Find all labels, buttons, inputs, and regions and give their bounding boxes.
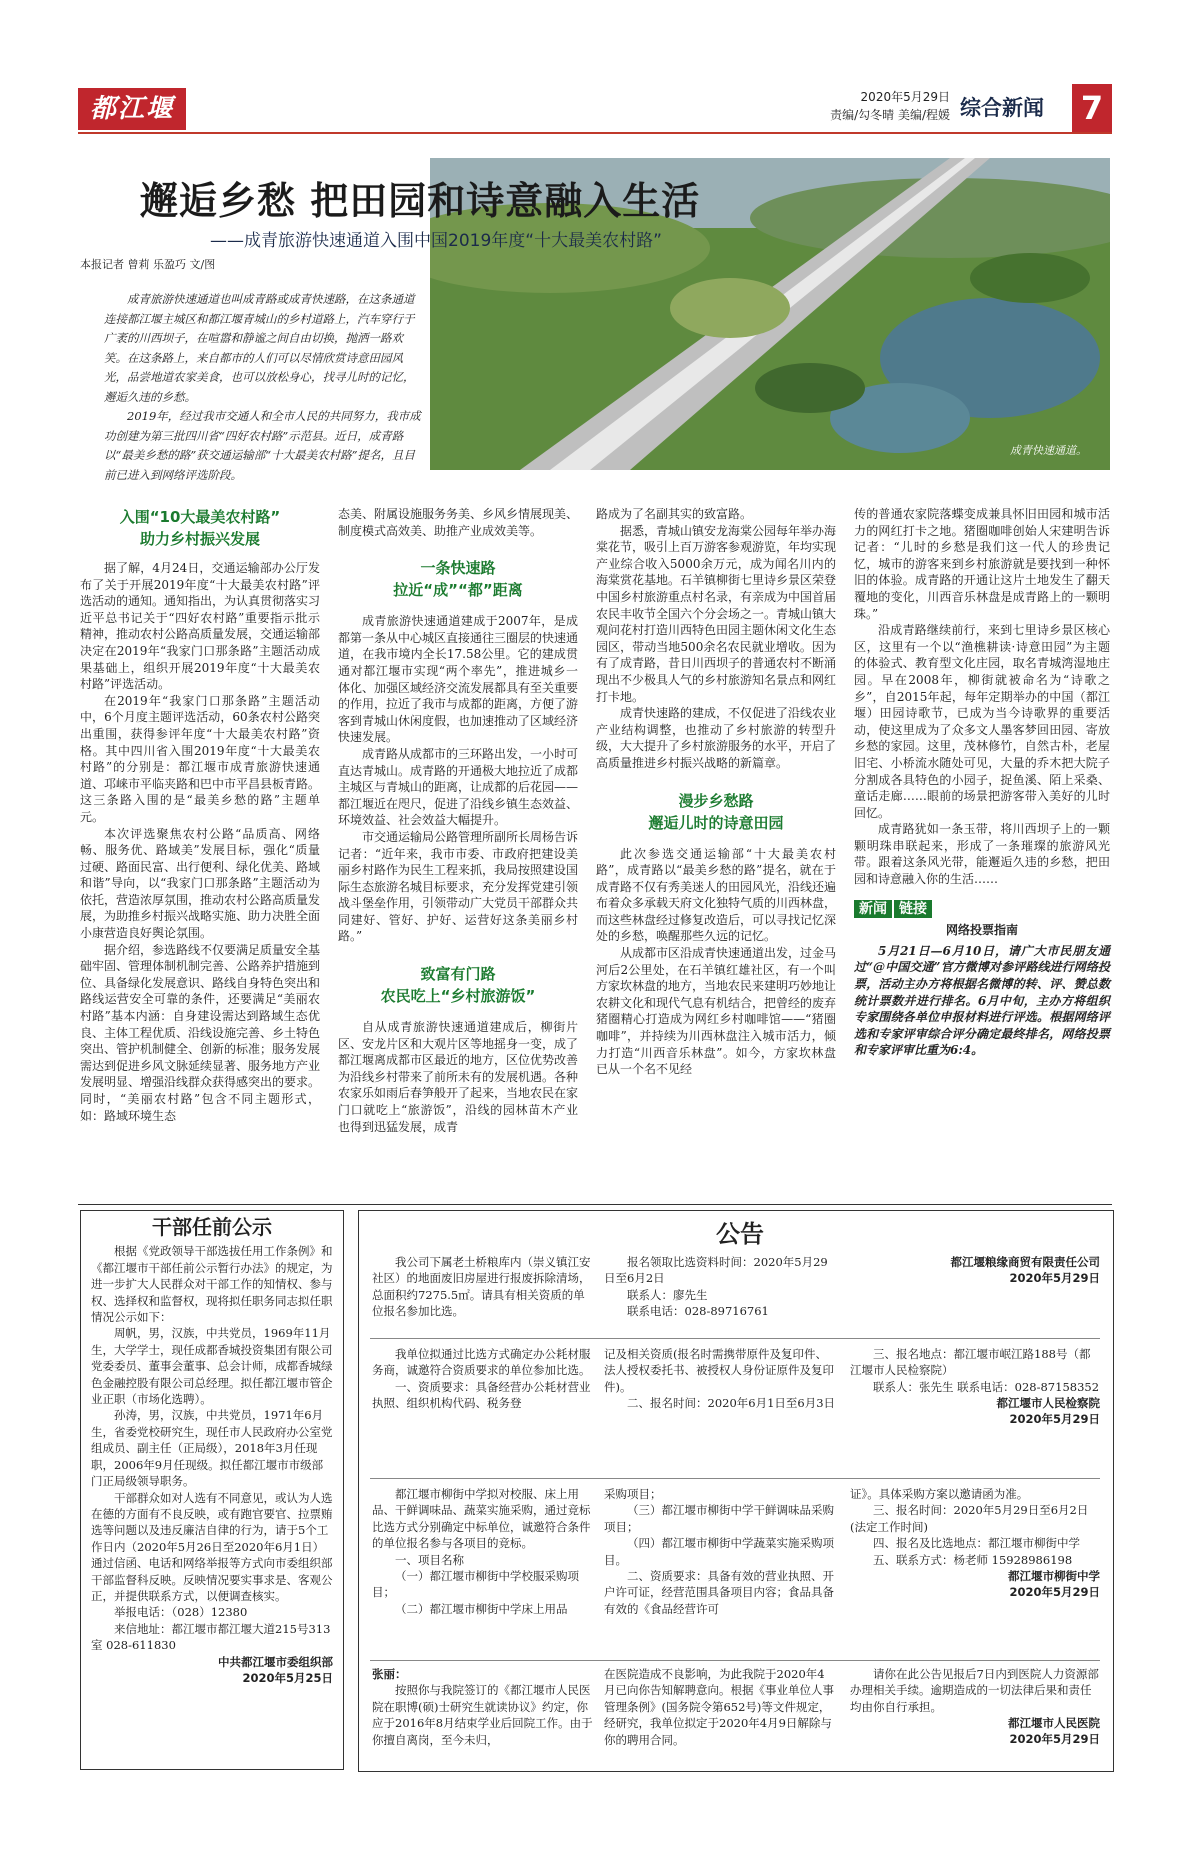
notice4-date: 2020年5月29日 [1009, 1732, 1100, 1747]
para: 一、资质要求：具备经营办公耗材营业执照、组织机构代码、税务登 [372, 1379, 591, 1411]
page-number: 7 [1072, 84, 1112, 132]
notice4-col2 [604, 1666, 836, 1748]
para: 自从成青旅游快速通道建成后，柳街片区、安龙片区和大观片区等地摇身一变，成了都江堰离成都市区最近的地方，区位优势改善为沿线乡村带来了前所未有的发展机遇。各种农家乐如雨后春笋般开了起来，当地农民在家门口就吃上“旅游饭”，沿线的园林苗木产业也得到迅猛发展，成青 [338, 1020, 579, 1134]
section-heading: 漫步乡愁路 邂逅儿时的诗意田园 [648, 791, 784, 832]
divider [370, 1478, 1100, 1479]
para: 据介绍，参选路线不仅要满足质量安全基础牢固、管理体制机制完善、公路养护措施到位、具备绿化发展意识、路线自身特色突出和路线运营安全可靠的条件，还要满足“美丽农村路”基本内涵：自身建设需达到路域生态优良、主体工程优质、沿线设施完善、乡土特色突出、管护机制健全、创新的标准；服务发展需达到促进乡风文脉延续显著、服务地方产业发展明显、增强沿线群众获得感突出的要求。同时，“美丽农村路”包含不同主题形式，如：路域环境生态 [80, 942, 321, 1123]
byline: 本报记者 曾莉 乐盈巧 文/图 [80, 258, 216, 271]
para: 在医院造成不良影响，为此我院于2020年4月已向你告知解聘意向。根据《事业单位人事管理条例》(国务院令第652号)等文件规定，经研究，我单位拟定于2020年4月9日解除与你的聘用合同。 [604, 1667, 834, 1747]
para: 在2019年“我家门口那条路”主题活动中，6个月度主题评选活动，60条农村公路突出重围，获得参评年度“十大最美农村路”资格。其中四川省入围2019年度“十大最美农村路”的分别是：都江堰市成青旅游快速通道、邛崃市平临夹路和巴中市平昌县板青路。这三条路入围的是“最美乡愁的路”主题单元。 [80, 693, 321, 824]
para: 据了解，4月24日，交通运输部办公厅发布了关于开展2019年度“十大最美农村路”评选活动的通知。通知指出，为认真贯彻落实习近平总书记关于“四好农村路”重要指示批示精神，推动农村公路高质量发展，交通运输部决定在2019年“我家门口那条路”主题活动成果基础上，组织开展2019年度“十大最美农村路”评选活动。 [80, 561, 321, 692]
divider [370, 1660, 1100, 1661]
intro-para: 2019年，经过我市交通人和全市人民的共同努力，我市成功创建为第三批四川省“四好农村路”示范县。近日，成青路以“最美乡愁的路”获交通运输部“十大最美农村路”提名，且目前已进入到网络评选阶段。 [104, 409, 421, 482]
notice3-signature: 都江堰市柳街中学 [1008, 1569, 1100, 1584]
notice2-date: 2020年5月29日 [1009, 1412, 1100, 1427]
section-heading: 致富有门路 农民吃上“乡村旅游饭” [380, 965, 536, 1006]
para: 我单位拟通过比选方式确定办公耗材服务商，诚邀符合资质要求的单位参加比选。 [372, 1347, 591, 1378]
section-heading: 一条快速路 拉近“成”“都”距离 [393, 559, 523, 600]
para: （二）都江堰市柳街中学床上用品 [395, 1601, 568, 1616]
column-4 [854, 506, 1110, 1059]
para: 周帆，男，汉族，中共党员，1969年11月生，大学学士，现任成都香城投资集团有限公司党委委员、董事会董事、总会计师，成都香城绿色金融控股有限公司总经理。拟任都江堰市管企业正职（市场化选聘）。 [91, 1326, 333, 1407]
para: 三、报名时间：2020年5月29日至6月2日(法定工作时间) [850, 1503, 1089, 1534]
link-title: 网络投票指南 [945, 923, 1018, 938]
issue-info [760, 88, 950, 124]
para: 路成为了名副其实的致富路。 [596, 507, 753, 521]
notice4-col3 [850, 1666, 1100, 1747]
notice1-date: 2020年5月29日 [1009, 1271, 1100, 1285]
cadre-signature: 中共都江堰市委组织部 [218, 1654, 333, 1669]
para: （四）都江堰市柳街中学蔬菜实施采购项目。 [604, 1536, 834, 1567]
intro [104, 290, 422, 485]
para: 市交通运输局公路管理所副所长周杨告诉记者：“近年来，我市市委、市政府把建设美丽乡村路作为民生工程来抓，我局按照建设国际生态旅游名城目标要求，充分发挥党建引领战斗堡垒作用，引领带动广大党员干部群众共同建好、管好、护好、运营好这条美丽乡村路。” [338, 829, 579, 944]
para: （一）都江堰市柳街中学校服采购项目； [372, 1569, 579, 1600]
notice2-signature: 都江堰市人民检察院 [996, 1396, 1100, 1411]
para: 据悉，青城山镇安龙海棠公园每年举办海棠花节，吸引上百万游客参观游览，年均实现产业综合收入5000余万元，成为闻名川内的海棠赏花基地。石羊镇柳街七里诗乡景区荣登中国乡村旅游重点村名录，有亲成为中国首届农民丰收节全国六个分会场之一。青城山镇大观问花村打造川西特色田园主题休闲文化生态园区，带动当地500余名农民就业增收。因为有了成青路，昔日川西坝子的普通农村不断涌现出不少极具人气的乡村旅游知名景点和网红打卡地。 [596, 523, 837, 704]
notice1-sign [850, 1254, 1100, 1286]
notice3-col2 [604, 1486, 836, 1617]
para: 成青旅游快速通道建成于2007年，是成都第一条从中心城区直接通往三圈层的快速通道，在我市境内全长17.58公里。它的建成贯通对都江堰市实现“两个率先”，推进城乡一体化、加强区域经济交流发展都具有至关重要的作用，拉近了我市与成都的距离，方便了游客到青城山休闲度假，也加速推动了区域经济快速发展。 [338, 614, 579, 745]
notice3-col1 [372, 1486, 594, 1617]
para: 联系人：廖先生 [627, 1287, 708, 1302]
editors: 责编/勾冬晴 美编/程媛 [830, 108, 950, 122]
masthead [78, 84, 1112, 134]
para: 干部群众如对人选有不同意见，或认为人选在德的方面有不良反映，或有跑官要官、拉票贿选等问题以及违反廉洁自律的行为，请于5个工作日内（2020年5月26日至2020年6月1日）通过信函、电话和网络举报等方式向市委组织部干部监督科反映。反映情况要实事求是、客观公正，并提供联系方式，以便调查核实。 [91, 1490, 333, 1603]
news-link-header [854, 900, 1110, 919]
notice4-recipient: 张丽： [372, 1667, 407, 1681]
para: 二、资质要求：具备有效的营业执照、开户许可证，经营范围具备项目内容；食品具备有效的《食品经营许可 [604, 1569, 834, 1616]
newspaper-logo: 都江堰报 [78, 88, 186, 130]
para: 成青路从成都市的三环路出发，一小时可直达青城山。成青路的开通极大地拉近了成都主城区与青城山的距离，让成都的后花园——都江堰近在咫尺，促进了沿线乡镇生态效益、环境效益、社会效益大幅提升。 [338, 746, 579, 828]
para: 来信地址：都江堰市都江堰大道215号313室 028-611830 [91, 1621, 331, 1653]
notice1-signature: 都江堰粮缘商贸有限责任公司 [950, 1255, 1100, 1269]
issue-date: 2020年5月29日 [860, 90, 950, 104]
para: 传的普通农家院落蝶变成兼具怀旧田园和城市活力的网红打卡之地。猪圈咖啡创始人宋建明告诉记者：“儿时的乡愁是我们这一代人的珍贵记忆，城市的游客来到乡村旅游就是要找到一种怀旧的体验。成青路的开通让这片土地发生了翻天覆地的变化，川西音乐林盘是成青路上的一颗明珠。” [854, 507, 1110, 621]
divider [370, 1338, 1100, 1339]
para: 5月21日—6月10日，请广大市民朋友通过“@中国交通”官方微博对参评路线进行网络投票，活动主办方将根据名微博的转、评、赞总数统计票数并进行排名。6月中旬，主办方将组织专家围绕各单位申报材料进行评选。根据网络评选和专家评审综合评分确定最终排名，网络投票和专家评审比重为6:4。 [854, 943, 1110, 1058]
section-heading: 入围“10大最美农村路” 助力乡村振兴发展 [119, 508, 281, 548]
para: 成青路犹如一条玉带，将川西坝子上的一颗颗明珠串联起来，形成了一条璀璨的旅游风光带。跟着这条风光带，能邂逅久违的乡愁，把田园和诗意融入你的生活…… [854, 822, 1110, 887]
subheadline: ——成青旅游快速通道入围中国2019年度“十大最美农村路” [210, 231, 662, 251]
notice1-col2 [604, 1254, 836, 1320]
para: 按照你与我院签订的《都江堰市人民医院在职博(硕)士研究生就读协议》约定，你应于2016年8月结束学业后回院工作。由于你擅自离岗，至今未归， [372, 1683, 593, 1747]
column-3 [596, 506, 836, 1078]
para: 根据《党政领导干部选拔任用工作条例》和《都江堰市干部任前公示暂行办法》的规定，为进一步扩大人民群众对干部工作的知情权、参与权、选择权和监督权，现将拟任职务同志拟任职情况公示如下： [91, 1244, 333, 1325]
news-tag: 新闻 [854, 900, 892, 919]
column-2 [338, 506, 578, 1135]
para: 五、联系方式：杨老师 15928986198 [873, 1552, 1073, 1567]
para: （三）都江堰市柳街中学干鲜调味品采购项目； [604, 1503, 834, 1534]
column-1 [80, 506, 320, 1124]
para: 一、项目名称 [395, 1552, 464, 1567]
link-tag: 链接 [894, 900, 932, 919]
para: 联系人：张先生 联系电话：028-87158352 [873, 1379, 1100, 1394]
section-title: 综合新闻 [960, 96, 1044, 120]
cadre-title: 干部任前公示 [152, 1215, 272, 1239]
para: 采购项目； [604, 1487, 662, 1501]
para: 联系电话：028-89716761 [627, 1304, 769, 1319]
cadre-date: 2020年5月25日 [242, 1670, 333, 1685]
para: 沿成青路继续前行，来到七里诗乡景区核心区，这里有一个以“渔樵耕读·诗意田园”为主题的体验式、教育型文化庄园，取名青城湾湿地庄园。早在2008年，柳街就被命名为“诗歌之乡”，自2015年起，每年定期举办的中国（都江堰）田园诗歌节，已成为当今诗歌界的重要活动，使这里成为了众多文人墨客梦回田园、寄放乡愁的家园。这里，茂林修竹，自然古朴，老屋旧宅、小桥流水随处可见，大量的乔木把大院子分割成各具特色的小园子，捉鱼溪、陌上采桑、童话走廊……眼前的场景把游客带入美好的儿时回忆。 [854, 623, 1110, 820]
para: 从成都市区沿成青快速通道出发，过金马河后2公里处，在石羊镇红雄社区，有一个叫方家坎林盘的地方，当地农民来建明巧妙地让农耕文化和现代气息有机结合，把曾经的废弃猪圈精心打造成为网红乡村咖啡馆——“猪圈咖啡”，并持续为川西林盘注入城市活力，倾力打造“川西音乐林盘”。如今，方家坎林盘已从一个名不见经 [596, 946, 837, 1077]
para: 此次参选交通运输部“十大最美农村路”，成青路以“最美乡愁的路”提名，就在于成青路不仅有秀美迷人的田园风光，沿线还遍布着众多承载天府文化独特气质的川西林盘，而这些林盘经过修复改造后，可以寻找记忆深处的乡愁，唤醒那些久远的记忆。 [596, 846, 837, 944]
photo-caption: 成青快速通道。 [1010, 444, 1087, 457]
notice4-signature: 都江堰市人民医院 [1008, 1716, 1100, 1731]
para: 证》。具体采购方案以邀请函为准。 [850, 1487, 1029, 1501]
para: 请你在此公告见报后7日内到医院人力资源部办理相关手续。逾期造成的一切法律后果和责任均由你自行承担。 [850, 1667, 1099, 1714]
para: 态美、附属设施服务务美、乡风乡情展现美、制度模式高效美、助推产业成效美等。 [338, 507, 579, 538]
para: 孙涛，男，汉族，中共党员，1971年6月生，省委党校研究生，现任市人民政府办公室党组成员、副主任（正局级），2018年3月任现职，2006年9月任现级。拟任都江堰市市级部门正局级领导职务。 [91, 1408, 333, 1489]
notice-title: 公告 [716, 1220, 764, 1248]
headline: 邂逅乡愁 把田园和诗意融入生活 [140, 178, 701, 223]
para: 报名领取比选资料时间：2020年5月29日至6月2日 [604, 1255, 828, 1286]
notice3-date: 2020年5月29日 [1009, 1585, 1100, 1600]
para: 举报电话：（028）12380 [114, 1605, 248, 1620]
para: 我公司下属老土桥粮库内（崇义镇江安社区）的地面废旧房屋进行报废拆除清场，总面积约7275.5㎡。请具有相关资质的单位报名参加比选。 [372, 1255, 591, 1319]
notice3-col3 [850, 1486, 1100, 1600]
notice2-col3 [850, 1346, 1100, 1427]
para: 本次评选聚焦农村公路“品质高、网络畅、服务优、路域美”发展目标，强化“质量过硬、路面民富、出行便利、绿化优美、路域和谐”导向，以“我家门口那条路”主题活动为依托，营造浓厚氛围，推动农村公路高质量发展，为助推乡村振兴战略实施、助力决胜全面小康营造良好舆论氛围。 [80, 826, 321, 941]
para: 都江堰市柳街中学拟对校服、床上用品、干鲜调味品、蔬菜实施采购，通过竞标比选方式分别确定中标单位，诚邀符合条件的单位报名参与各项目的竞标。 [372, 1487, 591, 1551]
cadre-notice [80, 1210, 344, 1770]
notice4-col1 [372, 1666, 594, 1748]
para: 成青快速路的建成，不仅促进了沿线农业产业结构调整，也推动了乡村旅游的转型升级，大大提升了乡村旅游服务的水平，开启了高质量推进乡村振兴战略的新篇章。 [596, 706, 837, 770]
para: 二、报名时间：2020年6月1日至6月3日 [627, 1396, 836, 1411]
divider [78, 1204, 1112, 1205]
para: 记及相关资质(报名时需携带原件及复印件、法人授权委托书、被授权人身份证原件及复印件)。 [604, 1347, 834, 1394]
intro-para: 成青旅游快速通道也叫成青路或成青快速路，在这条通道连接都江堰主城区和都江堰青城山的乡村道路上，汽车穿行于广袤的川西坝子，在喧嚣和静谧之间自由切换，抛洒一路欢笑。在这条路上，来自都市的人们可以尽情欣赏诗意田园风光，品尝地道农家美食，也可以放松身心，找寻儿时的记忆，邂逅久违的乡愁。 [104, 292, 415, 404]
notice2-col1 [372, 1346, 594, 1412]
notice1-col1 [372, 1254, 594, 1320]
para: 四、报名及比选地点：都江堰市柳街中学 [873, 1536, 1080, 1551]
notice2-col2 [604, 1346, 836, 1412]
para: 三、报名地点：都江堰市岷江路188号（都江堰市人民检察院） [850, 1347, 1091, 1378]
